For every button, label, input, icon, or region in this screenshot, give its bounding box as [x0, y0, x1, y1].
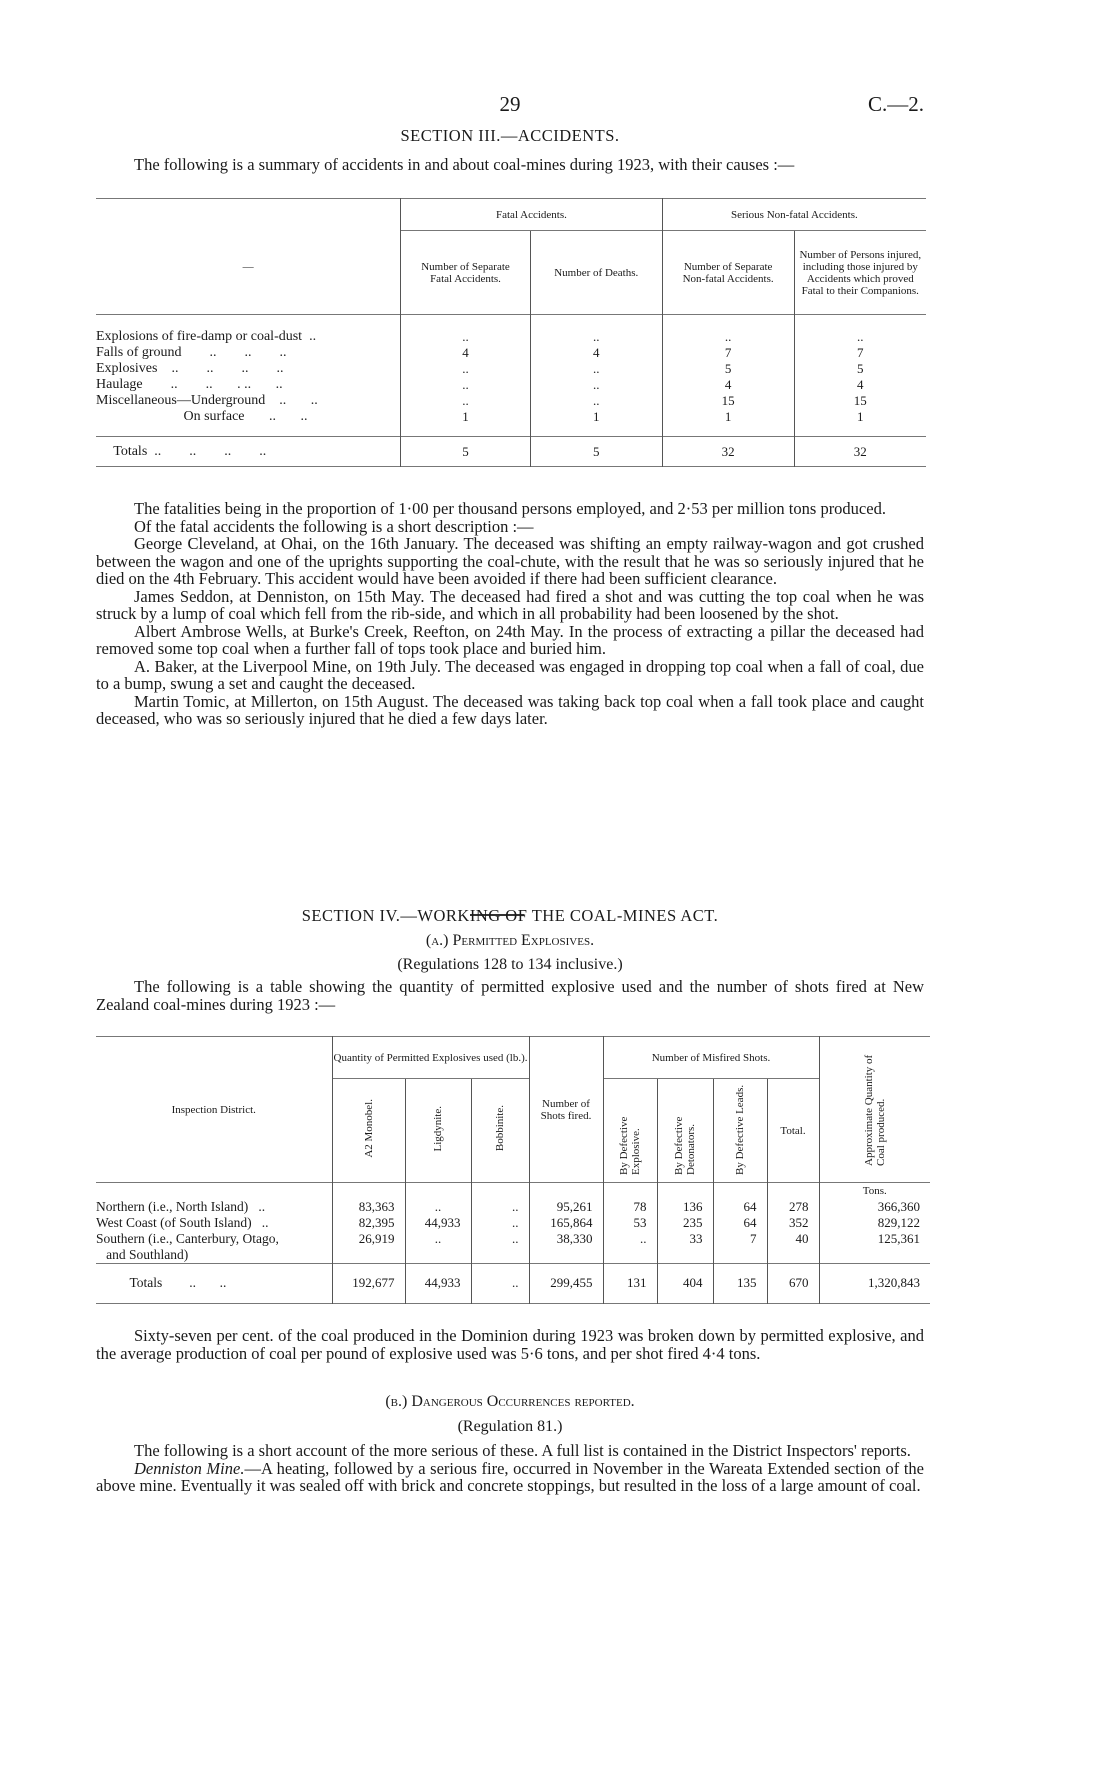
stub-header: Inspection District.	[171, 1103, 256, 1116]
section-4-title: SECTION IV.—WORKING OF THE COAL-MINES ACT.	[301, 906, 719, 925]
header-separate-nonfatal: Number of Separate Non-fatal Accidents.	[662, 231, 794, 315]
header-coal-produced: Approximate Quantity of Coal produced.	[819, 1037, 930, 1183]
header-separate-fatal: Number of Separate Fatal Accidents.	[401, 231, 531, 315]
table-row: West Coast (of South Island) .. 82,395 44,933 .. 165,864 53 235 64 352 829,122	[96, 1215, 930, 1231]
explosives-table	[96, 1036, 930, 1304]
section-3-narrative	[96, 500, 924, 728]
header-total: Total.	[767, 1079, 819, 1183]
header-shots-fired: Number of Shots fired.	[529, 1037, 603, 1183]
intro-text: The following is a summary of accidents in and about coal-mines during 1923, with their causes :—	[134, 155, 795, 174]
paragraph: The following is a table showing the quantity of permitted explosive used and the number of shots fired at New Zealand coal-mines during 1923 :—	[96, 977, 924, 1014]
header-defective-leads: By Defective Leads.	[713, 1079, 767, 1183]
section-4-summary	[96, 1327, 924, 1362]
subsection-b-text	[96, 1442, 924, 1495]
header-bobbinite: Bobbinite.	[471, 1079, 529, 1183]
paragraph: James Seddon, at Denniston, on 15th May. The deceased had fired a shot and was cutting the top coal when he was struck by a lump of coal which fell from the rib-side, and which in all probability had been loosened by the shot.	[96, 586, 924, 623]
totals-row: Totals .. .. 192,677 44,933 .. 299,455 131 404 135 670 1,320,843	[96, 1263, 930, 1303]
header-fatal-accidents: Fatal Accidents.	[401, 199, 662, 231]
section-3-intro	[96, 156, 926, 174]
header-defective-explosive: By Defective Explosive.	[603, 1079, 657, 1183]
table-row: Northern (i.e., North Island) .. 83,363 .. .. 95,261 78 136 64 278 366,360	[96, 1199, 930, 1215]
table-row: Falls of ground .. .. .. 4 4 7 7	[96, 345, 926, 361]
header-deaths: Number of Deaths.	[530, 231, 662, 315]
accidents-table	[96, 198, 926, 467]
subsection-a-title: (a.) Permitted Explosives.	[425, 932, 595, 949]
header-defective-detonators: By Defective Detonators.	[657, 1079, 713, 1183]
paragraph: The fatalities being in the proportion of 1·00 per thousand persons employed, and 2·53 per million tons produced.	[134, 499, 886, 518]
table-row: Southern (i.e., Canterbury, Otago, and Southland) 26,919 .. .. 38,330 .. 33 7 40 125,361	[96, 1231, 930, 1264]
denniston-mine-title: Denniston Mine.	[134, 1458, 245, 1478]
section-3-title: SECTION III.—ACCIDENTS.	[400, 126, 620, 145]
totals-row: Totals .. .. .. .. 5 5 32 32	[96, 437, 926, 467]
table-row: Miscellaneous—Underground .. .. .. .. 15 15	[96, 393, 926, 409]
header-a2-monobel: A2 Monobel.	[332, 1079, 405, 1183]
tons-unit: Tons.	[819, 1183, 930, 1199]
page-number: 29	[499, 92, 521, 116]
section-4-intro	[96, 978, 924, 1013]
paragraph: Sixty-seven per cent. of the coal produced in the Dominion during 1923 was broken down by permitted explosive, and the average production of coal per pound of explosive used was 5·6 tons, and per shot fired 4·4 tons.	[96, 1326, 924, 1363]
denniston-mine-text: —A heating, followed by a serious fire, occurred in November in the Wareata Extended section of the above mine. Eventually it was sealed off with brick and concrete stoppings, but resulted in the loss of a large amount of coal.	[96, 1458, 924, 1495]
stub-header: —	[242, 260, 254, 273]
header-quantity: Quantity of Permitted Explosives used (lb.).	[332, 1037, 529, 1079]
header-misfired: Number of Misfired Shots.	[603, 1037, 819, 1079]
table-row: Explosives .. .. .. .. .. .. 5 5	[96, 361, 926, 377]
header-persons-injured: Number of Persons injured, including those injured by Accidents which proved Fatal to their Companions.	[794, 231, 926, 315]
paragraph: George Cleveland, at Ohai, on the 16th January. The deceased was shifting an empty railway-wagon and got crushed between the wagon and one of the uprights supporting the coal-chute, with the result that he was so seriously injured that he died on the 4th February. This accident would have been avoided if there had been sufficient clearance.	[96, 534, 924, 588]
header-ligdynite: Ligdynite.	[405, 1079, 471, 1183]
table-row: On surface .. .. 1 1 1 1	[96, 409, 926, 425]
header-nonfatal-accidents: Serious Non-fatal Accidents.	[662, 199, 926, 231]
subsection-b-regulation: (Regulation 81.)	[457, 1418, 563, 1435]
table-row: Haulage .. .. . .. .. .. .. 4 4	[96, 377, 926, 393]
paragraph: Martin Tomic, at Millerton, on 15th August. The deceased was taking back top coal when a fall took place and caught deceased, who was so seriously injured that he died a few days later.	[96, 691, 924, 728]
paragraph: Albert Ambrose Wells, at Burke's Creek, Reefton, on 24th May. In the process of extracting a pillar the deceased had removed some top coal when a further fall of tops took place and buried him.	[96, 621, 924, 658]
paragraph	[96, 1460, 924, 1495]
paragraph: A. Baker, at the Liverpool Mine, on 19th July. The deceased was engaged in dropping top coal when a fall of coal, due to a bump, swung a set and caught the deceased.	[96, 656, 924, 693]
table-row: Explosions of fire-damp or coal-dust .. .. .. .. ..	[96, 329, 926, 345]
paragraph: Of the fatal accidents the following is a short description :—	[134, 516, 534, 536]
subsection-b-title: (b.) Dangerous Occurrences reported.	[385, 1393, 635, 1410]
document-reference: C.—2.	[867, 92, 924, 116]
paragraph: The following is a short account of the more serious of these. A full list is contained in the District Inspectors' reports.	[134, 1441, 911, 1460]
subsection-a-regulations: (Regulations 128 to 134 inclusive.)	[397, 956, 623, 973]
